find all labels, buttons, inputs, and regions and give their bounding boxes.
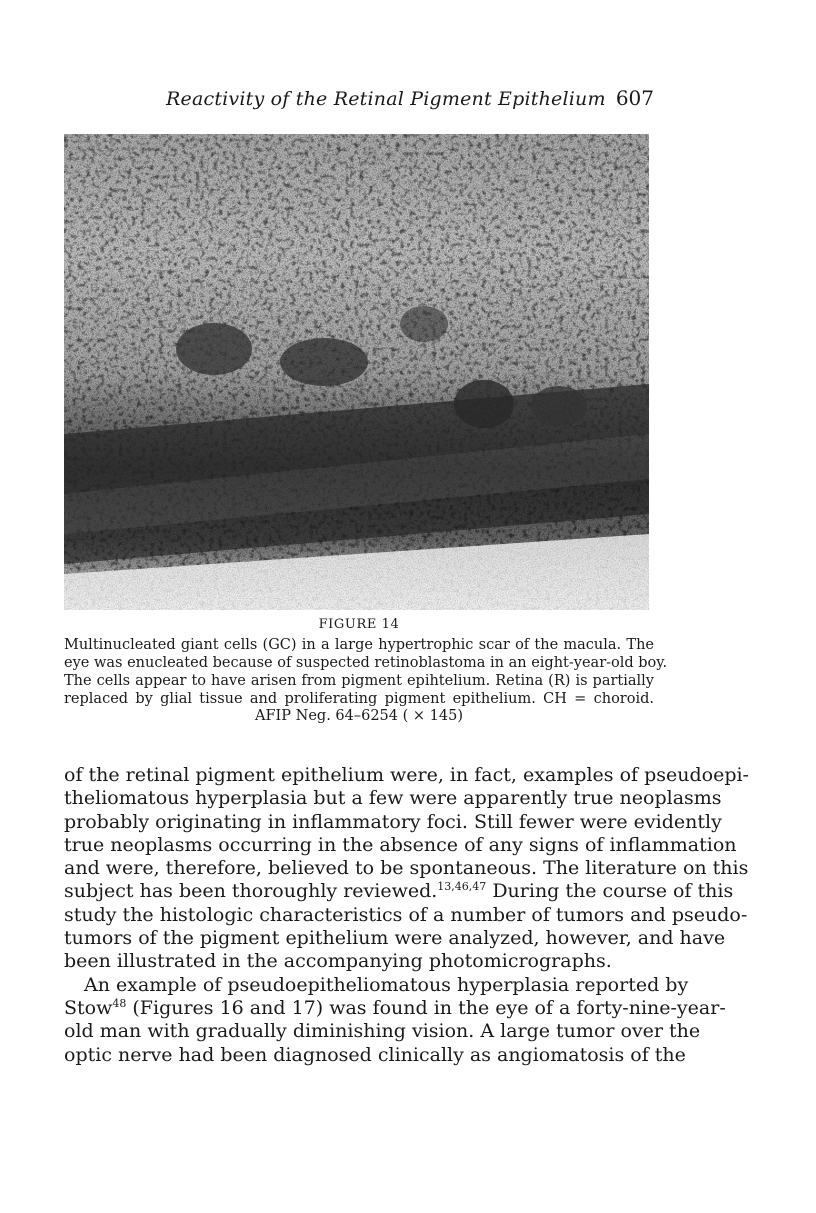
text-line: tumors of the pigment epithelium were analyzed, however, and have (64, 927, 726, 950)
running-title: Reactivity of the Retinal Pigment Epithelium (166, 88, 606, 110)
caption-line: Multinucleated giant cells (GC) in a large hypertrophic scar of the macula. The (64, 637, 654, 653)
figure-caption (64, 636, 668, 708)
caption-line: eye was enucleated because of suspected retinoblastoma in an eight-year-old boy. (64, 655, 668, 671)
text-line (64, 996, 726, 1020)
page-number: 607 (615, 86, 654, 110)
text-line: been illustrated in the accompanying photomicrographs. (64, 950, 612, 973)
text-run: subject has been thoroughly reviewed. (64, 880, 438, 903)
text-run: During the course of this (486, 880, 734, 903)
text-line: of the retinal pigment epithelium were, in fact, examples of pseudoepi- (64, 764, 749, 786)
text-line: An example of pseudoepitheliomatous hyperplasia reported by (84, 973, 689, 996)
text-run: (Figures 16 and 17) was found in the eye of a forty-nine-year- (126, 996, 726, 1019)
text-line: study the histologic characteristics of a number of tumors and pseudo- (64, 903, 748, 926)
text-line: probably originating in inflammatory foci. Still fewer were evidently (64, 810, 722, 833)
running-header (166, 86, 654, 110)
citation-superscript: 48 (112, 996, 127, 1010)
text-line: and were, therefore, believed to be spontaneous. The literature on this (64, 857, 749, 880)
text-line (64, 880, 734, 903)
body-text (64, 764, 749, 1067)
text-line: old man with gradually diminishing vision. A large tumor over the (64, 1020, 701, 1043)
caption-line: The cells appear to have arisen from pigment epihtelium. Retina (R) is partially (64, 673, 654, 689)
text-line: optic nerve had been diagnosed clinically as angiomatosis of the (64, 1043, 686, 1066)
text-run: Stow (64, 996, 113, 1019)
caption-credit: AFIP Neg. 64–6254 ( × 145) (255, 708, 463, 724)
photomicrograph-image (64, 134, 649, 610)
text-line: theliomatous hyperplasia but a few were apparently true neoplasms (64, 787, 722, 810)
citation-superscript: 13,46,47 (437, 880, 487, 894)
text-line: true neoplasms occurring in the absence of any signs of inflammation (64, 833, 737, 856)
figure-label: FIGURE 14 (318, 617, 400, 632)
photomicrograph (64, 134, 649, 610)
caption-line: replaced by glial tissue and proliferating pigment epithelium. CH = choroid. (64, 691, 654, 707)
